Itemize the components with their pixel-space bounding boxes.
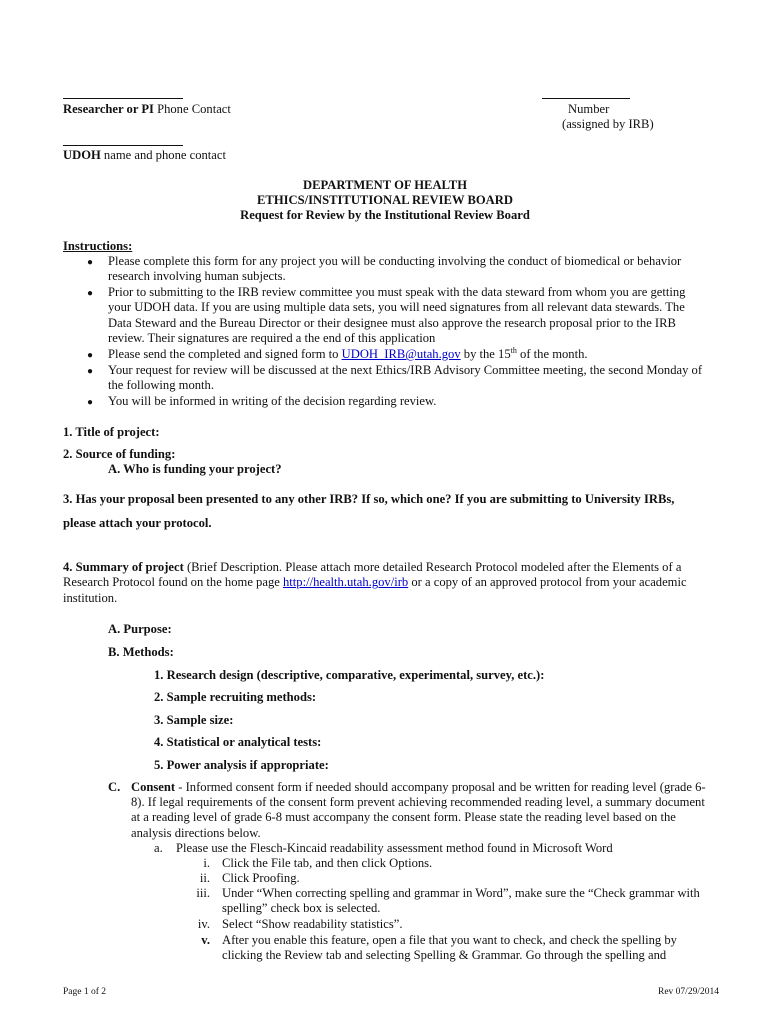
consent-bold: Consent <box>131 780 176 794</box>
step-v-label: v. <box>201 933 210 947</box>
step-v-line: After you enable this feature, open a file that you want to check, and check the spelling by <box>222 933 677 947</box>
researcher-label-bold: Researcher or PI <box>63 102 154 116</box>
bullet-dot: ● <box>87 397 94 408</box>
step-v-text <box>222 933 712 964</box>
section-b-methods: B. Methods: <box>108 645 174 659</box>
step-ii-label: ii. <box>199 871 210 885</box>
q4-line1 <box>63 560 723 575</box>
method-5: 5. Power analysis if appropriate: <box>154 758 329 772</box>
researcher-label <box>63 102 231 117</box>
method-2: 2. Sample recruiting methods: <box>154 690 317 704</box>
instructions-heading: Instructions: <box>63 239 133 253</box>
consent-a-label: a. <box>154 841 163 855</box>
section-a-purpose: A. Purpose: <box>108 622 172 636</box>
researcher-signature-line <box>63 98 183 99</box>
dept-title: DEPARTMENT OF HEALTH <box>302 178 467 192</box>
board-title: ETHICS/INSTITUTIONAL REVIEW BOARD <box>257 193 513 207</box>
instruction-3-sup: th <box>510 345 517 355</box>
bullet-dot: ● <box>87 366 94 377</box>
step-iv-label: iv. <box>197 917 210 931</box>
instruction-4-line: Your request for review will be discussed at the next Ethics/IRB Advisory Committee meeting, the second Monday of <box>108 363 703 377</box>
method-4: 4. Statistical or analytical tests: <box>154 735 322 749</box>
irb-number-sublabel: (assigned by IRB) <box>562 117 654 131</box>
instruction-1 <box>108 254 708 285</box>
step-i-text: Click the File tab, and then click Options. <box>222 856 433 870</box>
instruction-2-line: Data Steward and the Bureau Director or their designee must also approve the research proposal prior to the IRB <box>108 315 676 330</box>
q1-title: 1. Title of project: <box>63 425 160 439</box>
consent-line4: analysis directions below. <box>131 825 261 840</box>
q4-bold: 4. Summary of project <box>63 560 184 574</box>
q4-line2 <box>63 575 723 590</box>
step-iii-line: spelling” check box is selected. <box>222 901 381 916</box>
bullet-dot: ● <box>87 288 94 299</box>
q3-other-irb: 3. Has your proposal been presented to any other IRB? If so, which one? If you are submitting to University IRBs, <box>63 492 675 506</box>
q2-funding: 2. Source of funding: <box>63 447 176 461</box>
section-c-label: C. <box>108 780 121 794</box>
instruction-3-mid: by the 15 <box>460 347 511 361</box>
q2a-funder: A. Who is funding your project? <box>108 462 282 476</box>
instruction-3 <box>108 347 708 362</box>
q4-line3: institution. <box>63 590 118 605</box>
instruction-2-line: review. Their signatures are required a the end of this application <box>108 331 436 346</box>
consent-continued <box>131 795 721 841</box>
instruction-1-line: Please complete this form for any project you will be conducting involving the conduct of biomedical or behavior <box>108 254 682 268</box>
bullet-dot: ● <box>87 257 94 268</box>
irb-homepage-link[interactable]: http://health.utah.gov/irb <box>282 575 409 590</box>
consent-l1: - Informed consent form if needed should accompany proposal and be written for reading level (grade 6- <box>175 780 706 794</box>
revision-date: Rev 07/29/2014 <box>658 987 719 997</box>
step-iv-text: Select “Show readability statistics”. <box>222 917 403 931</box>
request-title: Request for Review by the Institutional Review Board <box>240 208 530 222</box>
q4-l2-post: or a copy of an approved protocol from your academic <box>408 575 687 590</box>
udoh-label-rest: name and phone contact <box>100 148 226 162</box>
q4-l2-pre: Research Protocol found on the home page <box>63 575 283 590</box>
step-iii-label: iii. <box>196 886 210 900</box>
udoh-contact-line <box>63 145 183 146</box>
consent-line1 <box>131 780 721 795</box>
step-iii-text <box>222 886 712 917</box>
step-i-label: i. <box>203 856 210 870</box>
udoh-contact-label <box>63 148 226 163</box>
q4-rest: (Brief Description. Please attach more detailed Research Protocol modeled after the Elements of a <box>183 560 682 574</box>
instruction-3-post: of the month. <box>516 347 588 361</box>
researcher-label-rest: Phone Contact <box>153 102 231 116</box>
instruction-2 <box>108 285 708 347</box>
step-ii-text: Click Proofing. <box>222 871 300 885</box>
consent-line3: at a reading level of grade 6-8 must accompany the consent form. Please state the reading level based on the <box>131 810 676 825</box>
page-number: Page 1 of 2 <box>63 987 107 997</box>
method-1: 1. Research design (descriptive, comparative, experimental, survey, etc.): <box>154 668 545 682</box>
instruction-4-line: the following month. <box>108 378 214 393</box>
step-iii-line: Under “When correcting spelling and grammar in Word”, make sure the “Check grammar with <box>222 886 700 900</box>
udoh-label-bold: UDOH <box>63 148 101 162</box>
step-v-line: clicking the Review tab and selecting Spelling & Grammar. Go through the spelling and <box>222 948 667 963</box>
instruction-4 <box>108 363 708 394</box>
instruction-1-line: research involving human subjects. <box>108 269 286 284</box>
method-3: 3. Sample size: <box>154 713 234 727</box>
irb-email-link[interactable]: UDOH_IRB@utah.gov <box>341 347 461 361</box>
irb-number-label: Number <box>568 102 610 116</box>
instruction-3-pre: Please send the completed and signed form to <box>108 347 342 361</box>
consent-block <box>131 780 721 795</box>
q4-summary <box>63 560 723 606</box>
bullet-dot: ● <box>87 350 94 361</box>
consent-line2: 8). If legal requirements of the consent form prevent achieving recommended reading level, a summary document <box>131 795 705 809</box>
instruction-2-line: your UDOH data. If you are using multiple data sets, you will need signatures from all relevant data stewards. The <box>108 300 685 315</box>
instruction-2-line: Prior to submitting to the IRB review committee you must speak with the data steward from whom you are getting <box>108 285 686 299</box>
consent-a-text: Please use the Flesch-Kincaid readability assessment method found in Microsoft Word <box>176 841 613 855</box>
q3-attach: please attach your protocol. <box>63 516 212 530</box>
irb-number-line <box>542 98 630 99</box>
instruction-5: You will be informed in writing of the decision regarding review. <box>108 394 437 408</box>
